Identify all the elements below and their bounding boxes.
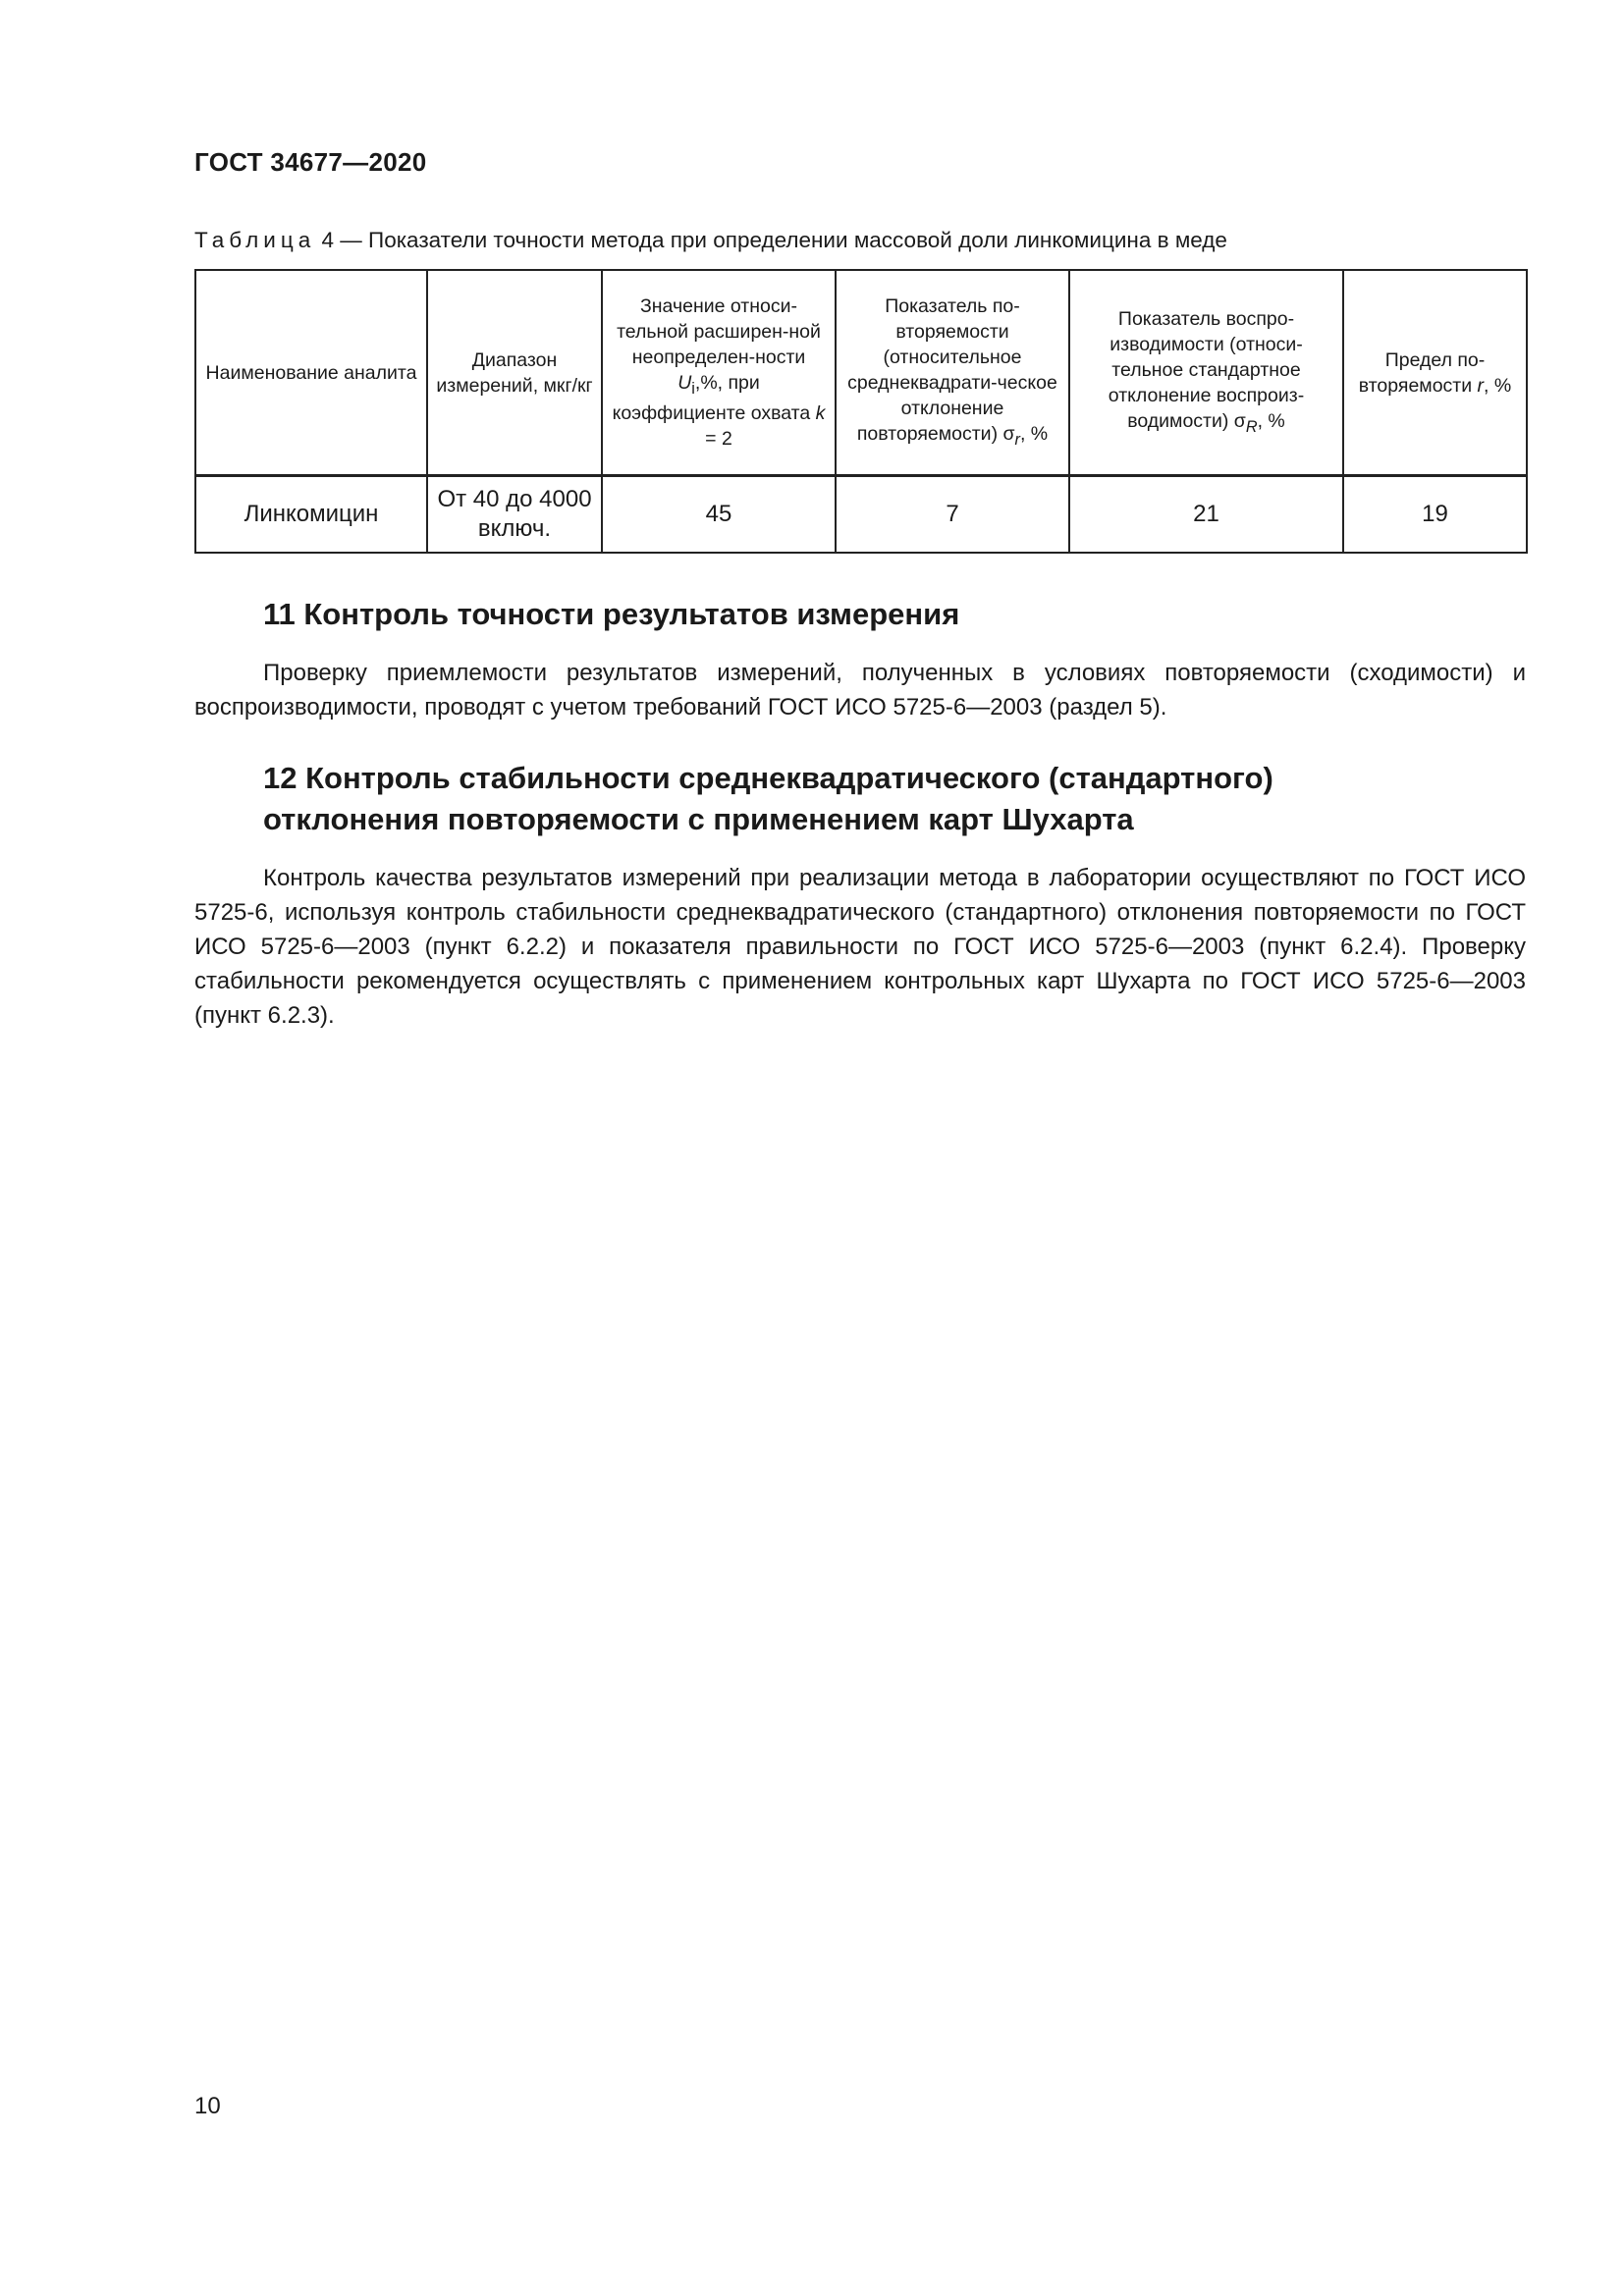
section-12-title-line2: отклонения повторяемости с применением карт Шухарта (263, 802, 1134, 836)
document-header: ГОСТ 34677—2020 (194, 147, 427, 177)
cell-analyte: Линкомицин (195, 476, 427, 554)
page-number: 10 (194, 2093, 221, 2119)
table-caption-text: — Показатели точности метода при определении массовой доли линкомицина в меде (340, 228, 1227, 252)
section-12-title-line1: 12 Контроль стабильности среднеквадратического (стандартного) (263, 761, 1273, 795)
col-header-reproducibility: Показатель воспро-изводимости (относи-тельное стандартное отклонение воспроиз-водимости) $\sigma_R$, % (1069, 270, 1343, 476)
section-11-title: 11 Контроль точности результатов измерения (263, 597, 960, 631)
table-header-row (195, 270, 1527, 476)
section-11-paragraph: Проверку приемлемости результатов измерений, полученных в условиях повторяемости (сходимости) и воспроизводимости, проводят с учетом требований ГОСТ ИСО 5725-6—2003 (раздел 5). (194, 660, 1526, 721)
col-header-uncertainty: Значение относи-тельной расширен-ной неопределен-ности $U_i,\%$, при коэффициенте охвата k = 2 (602, 270, 836, 476)
table-caption-prefix: Таблица (194, 228, 316, 252)
col-header-analyte: Наименование аналита (195, 270, 427, 476)
cell-uncertainty: 45 (602, 476, 836, 554)
cell-repeatability-limit: 19 (1343, 476, 1527, 554)
section-12-title (263, 758, 1273, 840)
col-header-repeatability: Показатель по-вторяемости (относительное среднеквадрати-ческое отклонение повторяемости) $\sigma_r$, % (836, 270, 1069, 476)
cell-range: От 40 до 4000 включ. (427, 476, 602, 554)
accuracy-table (194, 269, 1528, 554)
table-row (195, 476, 1527, 554)
cell-repeatability: 7 (836, 476, 1069, 554)
table-caption-number: 4 (321, 228, 335, 252)
col-header-range: Диапазон измерений, мкг/кг (427, 270, 602, 476)
table-caption (194, 228, 1227, 253)
col-header-repeatability-limit: Предел по-вторяемости r, % (1343, 270, 1527, 476)
section-12-paragraph: Контроль качества результатов измерений при реализации метода в лаборатории осуществляют по ГОСТ ИСО 5725-6, используя контроль стабильности среднеквадратического (стандартного) отклонения повторяемости по ГОСТ ИСО 5725-6—2003 (пункт 6.2.2) и показателя правильности по ГОСТ ИСО 5725-6—2003 (пункт 6.2.4). Проверку стабильности рекомендуется осуществлять с применением контрольных карт Шухарта по ГОСТ ИСО 5725-6—2003 (пункт 6.2.3). (194, 865, 1526, 1029)
cell-reproducibility: 21 (1069, 476, 1343, 554)
